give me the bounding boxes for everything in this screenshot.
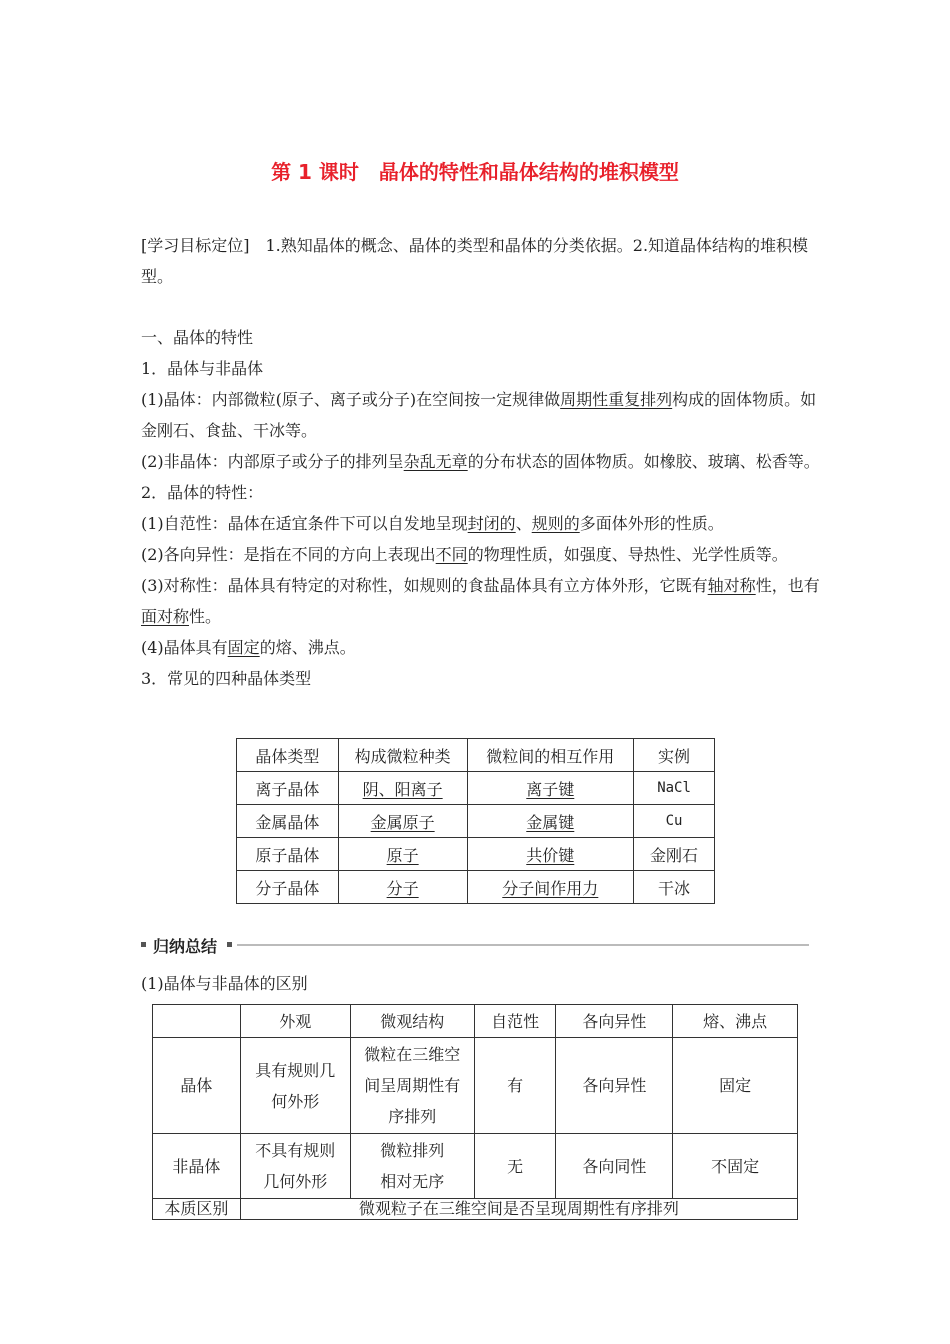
property-fixed-melting-point: (4)晶体具有固定的熔、沸点。	[141, 638, 356, 657]
property-self-shape: (1)自范性：晶体在适宜条件下可以自发地呈现封闭的、规则的多面体外形的性质。	[141, 514, 724, 533]
section-heading: 一、晶体的特性	[141, 328, 254, 347]
comparison-caption: (1)晶体与非晶体的区别	[141, 974, 308, 993]
table-row	[237, 805, 715, 838]
learning-objectives	[141, 230, 821, 292]
table-cell: 固定	[673, 1038, 798, 1134]
blank-answer: 固定	[227, 638, 260, 657]
divider-line	[237, 944, 809, 946]
table-cell: 无	[474, 1134, 556, 1199]
table-cell: 共价键	[467, 838, 634, 871]
header-cell: 微粒间的相互作用	[467, 739, 634, 772]
header-cell	[153, 1005, 241, 1038]
blank-answer: 不同	[435, 545, 468, 564]
table-cell: 原子	[338, 838, 467, 871]
table-cell: 不固定	[673, 1134, 798, 1199]
blank-answer: 周期性重复排列	[560, 390, 673, 409]
crystal-definition: (1)晶体：内部微粒(原子、离子或分子)在空间按一定规律做周期性重复排列构成的固体物质。如金刚石、食盐、干冰等。	[141, 390, 817, 440]
header-cell: 外观	[240, 1005, 350, 1038]
table-cell: 微粒在三维空间呈周期性有序排列	[350, 1038, 474, 1134]
table-cell: 金属键	[467, 805, 634, 838]
summary-header	[141, 934, 809, 954]
blank-answer: 面对称	[141, 607, 190, 626]
header-cell: 自范性	[474, 1005, 556, 1038]
table-header-row	[237, 739, 715, 772]
table-cell: 离子晶体	[237, 772, 339, 805]
square-bullet-icon	[141, 942, 146, 947]
table-cell: 不具有规则几何外形	[240, 1134, 350, 1199]
square-bullet-icon	[227, 942, 232, 947]
table-cell: 分子晶体	[237, 871, 339, 904]
blank-answer: 杂乱无章	[403, 452, 468, 471]
table-row	[237, 838, 715, 871]
header-cell: 微观结构	[350, 1005, 474, 1038]
row-label: 本质区别	[153, 1199, 241, 1220]
blank-answer: 轴对称	[707, 576, 756, 595]
table-cell: 阴、阳离子	[338, 772, 467, 805]
property-symmetry: (3)对称性：晶体具有特定的对称性，如规则的食盐晶体具有立方体外形，它既有轴对称性，也有面对称性。	[141, 576, 820, 626]
objective-label: [学习目标定位]	[141, 236, 250, 255]
amorphous-definition: (2)非晶体：内部原子或分子的排列呈杂乱无章的分布状态的固体物质。如橡胶、玻璃、松香等。	[141, 452, 820, 471]
subheading-crystal-types: 3．常见的四种晶体类型	[141, 669, 312, 688]
table-cell: 原子晶体	[237, 838, 339, 871]
crystal-types-table	[236, 738, 715, 904]
table-cell: 分子间作用力	[467, 871, 634, 904]
header-cell: 构成微粒种类	[338, 739, 467, 772]
table-header-row	[153, 1005, 798, 1038]
table-row	[237, 772, 715, 805]
row-label: 晶体	[153, 1038, 241, 1134]
page-title: 第 1 课时 晶体的特性和晶体结构的堆积模型	[271, 160, 679, 184]
table-cell: 具有规则几何外形	[240, 1038, 350, 1134]
table-cell: NaCl	[634, 772, 715, 805]
table-row-crystal	[153, 1038, 798, 1134]
table-row-amorphous	[153, 1134, 798, 1199]
header-cell: 晶体类型	[237, 739, 339, 772]
table-cell: 各向同性	[556, 1134, 673, 1199]
table-cell: 各向异性	[556, 1038, 673, 1134]
table-cell: 离子键	[467, 772, 634, 805]
section-crystal-properties	[141, 322, 821, 694]
property-anisotropy: (2)各向异性：是指在不同的方向上表现出不同的物理性质，如强度、导热性、光学性质等。	[141, 545, 788, 564]
table-row	[237, 871, 715, 904]
table-cell: 干冰	[634, 871, 715, 904]
blank-answer: 封闭的	[467, 514, 516, 533]
table-cell: 金属原子	[338, 805, 467, 838]
table-cell: 微观粒子在三维空间是否呈现周期性有序排列	[240, 1199, 797, 1220]
table-cell: Cu	[634, 805, 715, 838]
table-cell: 金刚石	[634, 838, 715, 871]
table-cell: 金属晶体	[237, 805, 339, 838]
subheading-crystal-properties: 2．晶体的特性：	[141, 483, 264, 502]
crystal-comparison-table	[152, 1004, 798, 1220]
table-cell: 微粒排列相对无序	[350, 1134, 474, 1199]
subheading-crystal-vs-amorphous: 1．晶体与非晶体	[141, 359, 264, 378]
table-cell: 有	[474, 1038, 556, 1134]
blank-answer: 规则的	[531, 514, 580, 533]
summary-label: 归纳总结	[153, 937, 218, 956]
table-row-essence	[153, 1199, 798, 1220]
header-cell: 熔、沸点	[673, 1005, 798, 1038]
objective-text: 1.熟知晶体的概念、晶体的类型和晶体的分类依据。2.知道晶体结构的堆积模型。	[141, 236, 809, 286]
row-label: 非晶体	[153, 1134, 241, 1199]
header-cell: 实例	[634, 739, 715, 772]
table-cell: 分子	[338, 871, 467, 904]
header-cell: 各向异性	[556, 1005, 673, 1038]
